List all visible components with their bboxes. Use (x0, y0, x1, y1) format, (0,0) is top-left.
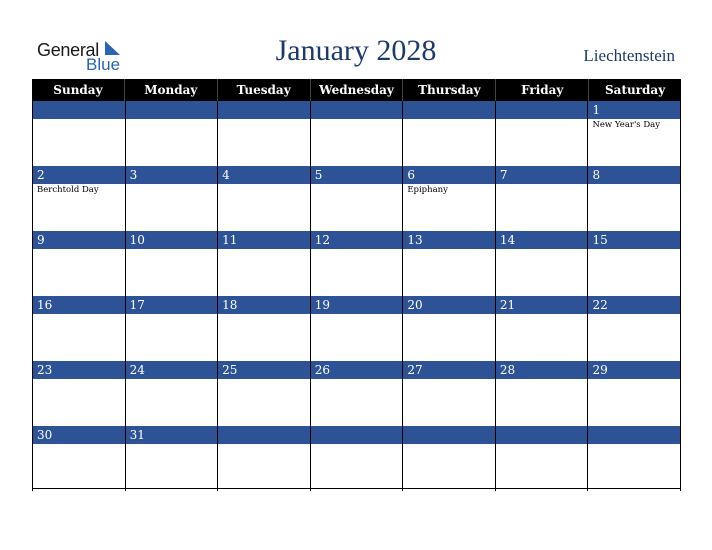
day-number: 13 (407, 233, 423, 247)
day-cell (32, 101, 125, 166)
day-cell (587, 361, 681, 426)
day-number-band (403, 166, 495, 184)
day-cell (310, 166, 403, 231)
day-number-band (496, 101, 588, 119)
day-number-band (33, 231, 125, 249)
day-number: 8 (592, 168, 601, 182)
day-cell (310, 101, 403, 166)
day-number: 7 (499, 168, 508, 182)
calendar-title: January 2028 (275, 34, 437, 67)
day-number: 28 (499, 363, 516, 377)
day-number-band (33, 166, 125, 184)
day-number: 26 (314, 363, 331, 377)
day-number: 19 (314, 298, 331, 312)
day-cell (495, 426, 588, 491)
day-cell (402, 361, 495, 426)
day-cell (32, 231, 125, 296)
day-number-band (588, 166, 680, 184)
day-number-band (126, 101, 218, 119)
day-number: 5 (314, 168, 323, 182)
day-number: 20 (407, 298, 423, 312)
day-cell (402, 296, 495, 361)
week-row (32, 231, 681, 296)
day-number: 18 (222, 298, 238, 312)
day-cell (402, 426, 495, 491)
day-number: 14 (499, 233, 516, 247)
weekday-header: Friday (496, 79, 589, 101)
day-cell (310, 361, 403, 426)
day-cell (402, 231, 495, 296)
day-number: 27 (407, 363, 423, 377)
day-cell (495, 296, 588, 361)
weekday-header: Tuesday (218, 79, 311, 101)
day-number: 16 (37, 298, 53, 312)
week-row (32, 166, 681, 231)
holiday-label: New Year's Day (592, 120, 661, 130)
weekday-header-row (32, 79, 681, 101)
day-cell (217, 296, 310, 361)
day-cell (125, 231, 218, 296)
day-cell (32, 426, 125, 491)
week-row (32, 426, 681, 491)
day-cell (495, 166, 588, 231)
day-cell (310, 426, 403, 491)
weekday-header: Wednesday (311, 79, 404, 101)
day-number-band (311, 426, 403, 444)
day-number: 22 (592, 298, 608, 312)
weekday-header: Thursday (403, 79, 496, 101)
day-number: 23 (37, 363, 53, 377)
day-number: 1 (592, 103, 601, 117)
day-number: 31 (129, 428, 145, 442)
day-number: 11 (222, 233, 238, 247)
day-number-band (588, 426, 680, 444)
day-cell (125, 361, 218, 426)
day-cell (402, 166, 495, 231)
day-cell (495, 361, 588, 426)
day-cell (125, 296, 218, 361)
day-number: 29 (592, 363, 608, 377)
day-number: 30 (37, 428, 53, 442)
day-cell (587, 296, 681, 361)
day-cell (495, 101, 588, 166)
day-number: 15 (592, 233, 608, 247)
day-number: 24 (129, 363, 145, 377)
day-number-band (311, 166, 403, 184)
holiday-label: Berchtold Day (37, 185, 99, 195)
day-number-band (496, 166, 588, 184)
day-number-band (588, 101, 680, 119)
day-cell (32, 166, 125, 231)
day-number-band (33, 101, 125, 119)
day-cell (217, 361, 310, 426)
week-row (32, 296, 681, 361)
day-cell (32, 296, 125, 361)
day-cell (217, 166, 310, 231)
day-cell (32, 361, 125, 426)
day-number-band (218, 101, 310, 119)
day-cell (125, 166, 218, 231)
day-cell (587, 426, 681, 491)
weekday-header: Saturday (605, 83, 666, 97)
week-row (32, 101, 681, 166)
logo-text-general: General (37, 40, 99, 60)
day-cell (587, 101, 681, 166)
weekday-header: Monday (125, 79, 218, 101)
day-number: 2 (37, 168, 45, 182)
day-number-band (218, 426, 310, 444)
day-cell (402, 101, 495, 166)
day-number: 12 (314, 233, 331, 247)
day-cell (217, 426, 310, 491)
holiday-label: Epiphany (407, 185, 448, 195)
day-number-band (311, 101, 403, 119)
day-number-band (218, 166, 310, 184)
day-cell (125, 426, 218, 491)
day-cell (495, 231, 588, 296)
day-number-band (126, 166, 218, 184)
logo-text-blue: Blue (86, 55, 121, 74)
day-cell (587, 166, 681, 231)
day-number: 9 (37, 233, 45, 247)
day-cell (310, 296, 403, 361)
day-cell (125, 101, 218, 166)
week-row (32, 361, 681, 426)
month-calendar (32, 79, 681, 489)
day-cell (217, 231, 310, 296)
day-number: 4 (222, 168, 230, 182)
day-number: 25 (222, 363, 238, 377)
day-number-band (403, 101, 495, 119)
day-number: 3 (129, 168, 138, 182)
day-cell (310, 231, 403, 296)
day-number-band (496, 426, 588, 444)
weekday-header: Sunday (32, 79, 125, 101)
day-number: 6 (407, 168, 415, 182)
country-label: Liechtenstein (583, 46, 675, 65)
day-cell (587, 231, 681, 296)
day-number: 17 (129, 298, 145, 312)
day-number: 21 (499, 298, 516, 312)
day-cell (217, 101, 310, 166)
day-number: 10 (129, 233, 145, 247)
calendar-bottom-border (32, 488, 681, 489)
day-number-band (403, 426, 495, 444)
